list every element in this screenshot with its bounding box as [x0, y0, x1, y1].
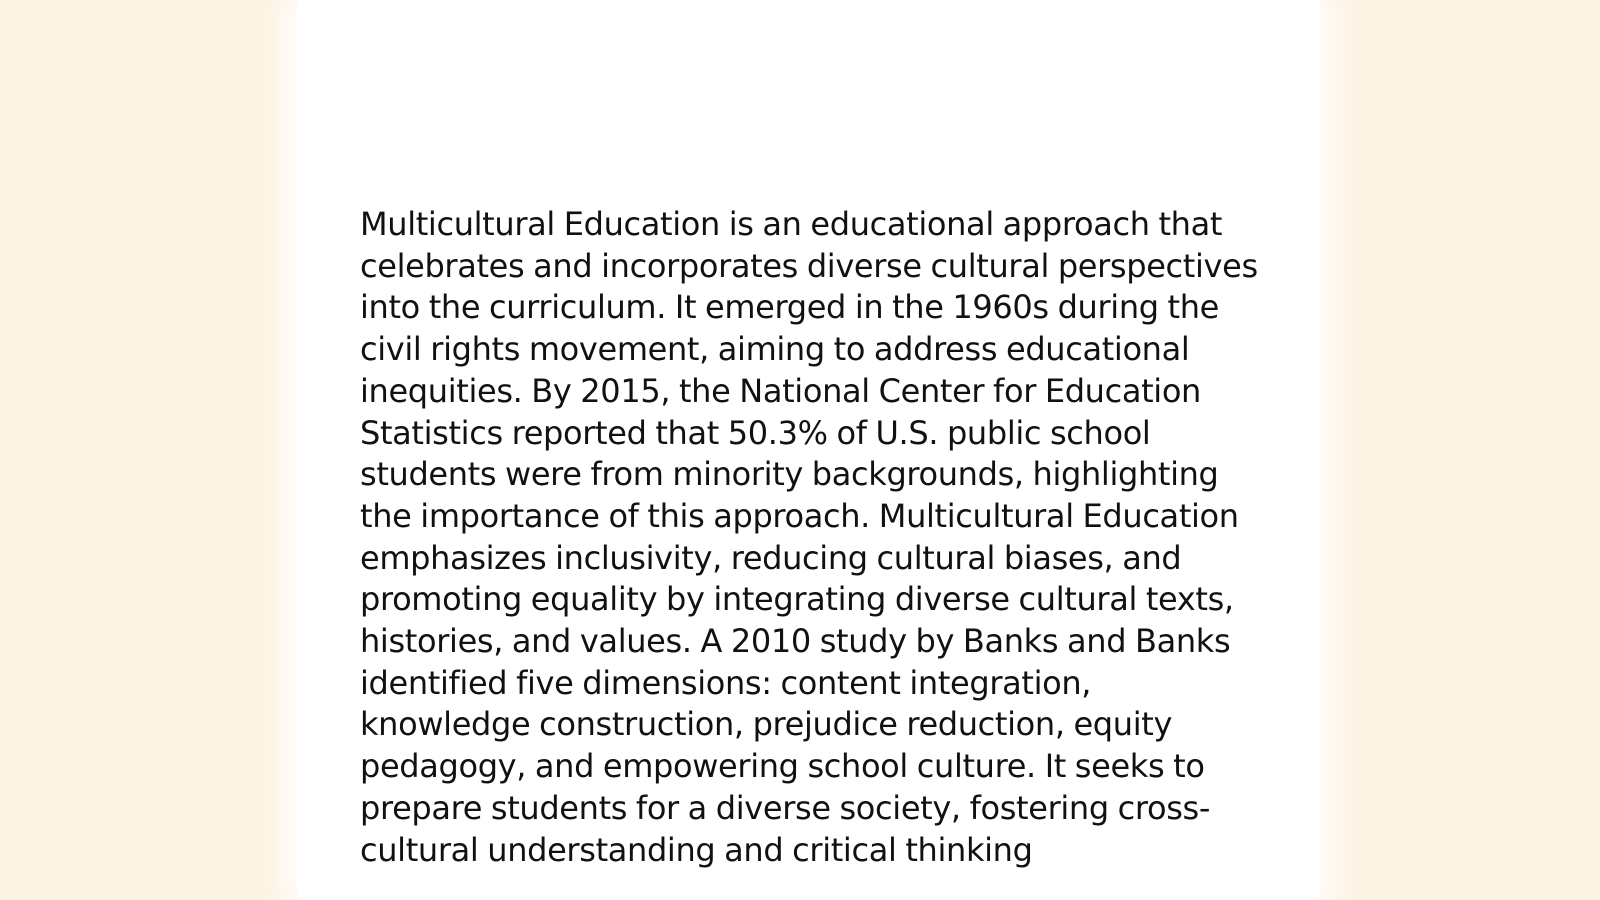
- body-paragraph: Multicultural Education is an educational approach that celebrates and incorporates diverse cultural perspectives into the curriculum. It emerged in the 1960s during the civil rights movement, aiming to address educational inequities. By 2015, the National Center for Education Statistics reported that 50.3% of U.S. public school students were from minority backgrounds, highlighting the importance of this approach. Multicultural Education emphasizes inclusivity, reducing cultural biases, and promoting equality by integrating diverse cultural texts, histories, and values. A 2010 study by Banks and Banks identified five dimensions: content integration, knowledge construction, prejudice reduction, equity pedagogy, and empowering school culture. It seeks to prepare students for a diverse society, fostering cross-cultural understanding and critical thinking: [360, 205, 1258, 869]
- document-page: [297, 0, 1320, 900]
